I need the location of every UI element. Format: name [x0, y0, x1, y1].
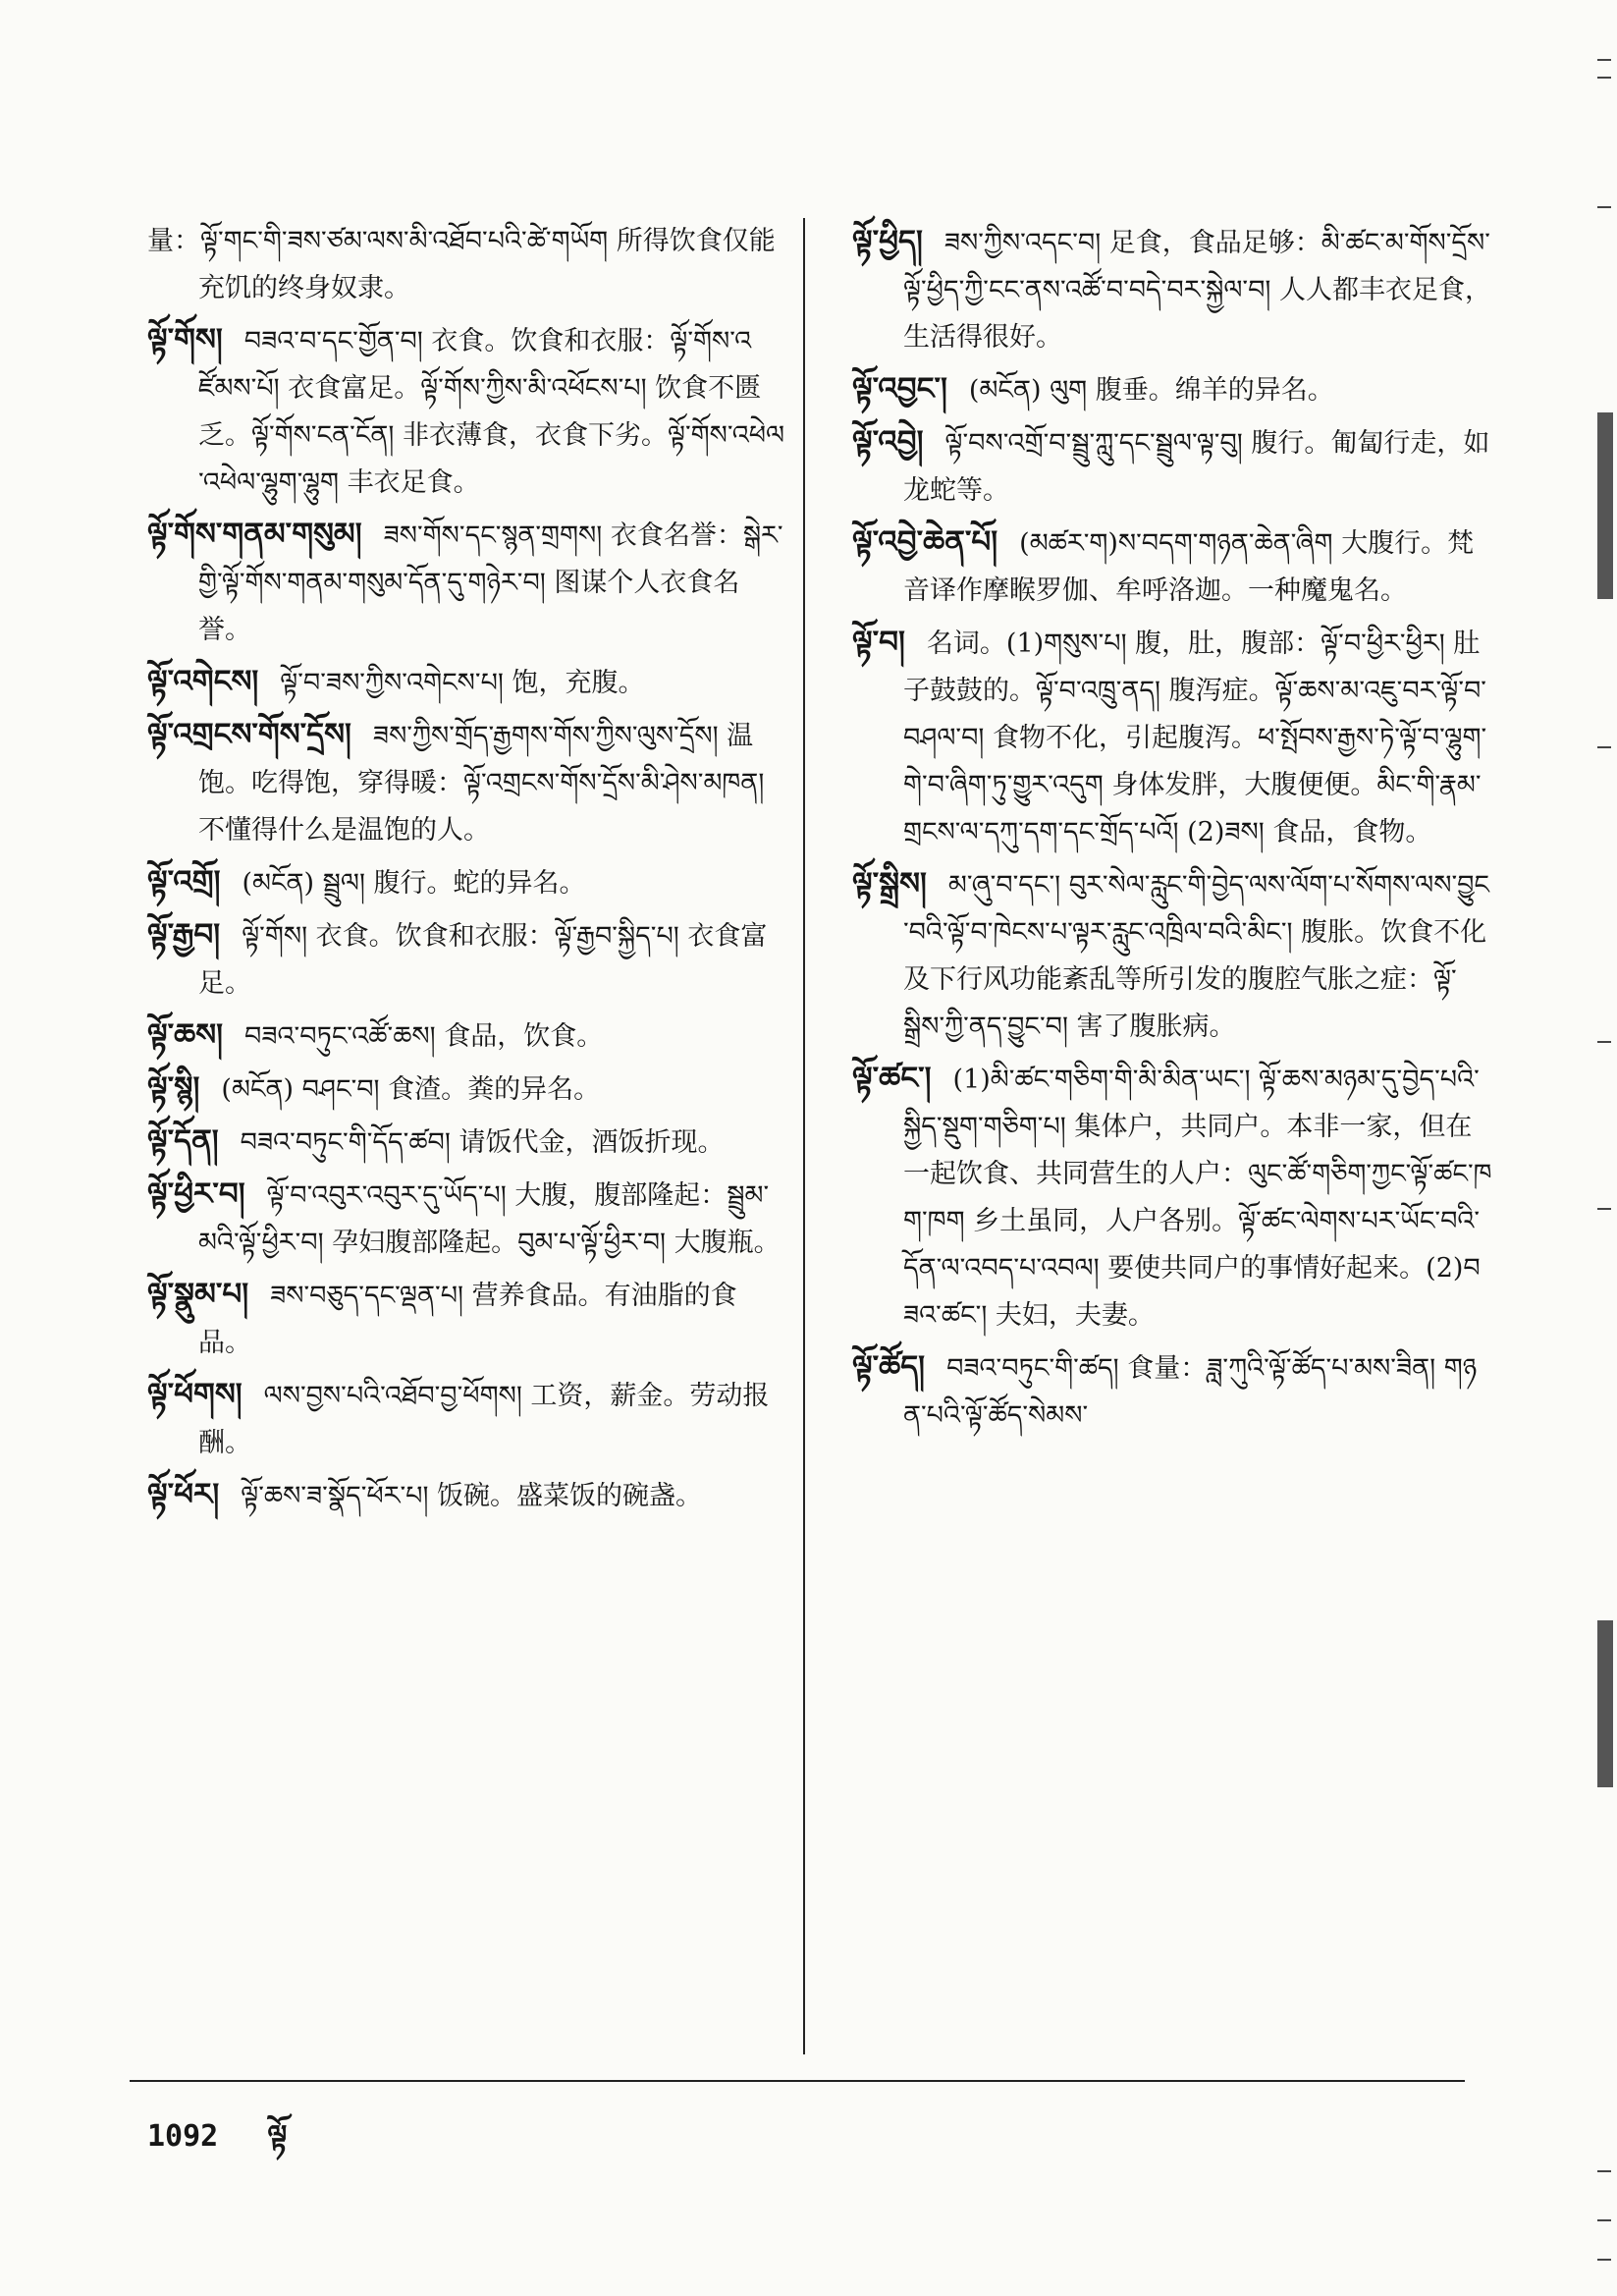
entry-headword: ལྟོ་འབྱང་། [852, 371, 947, 407]
entry-headword: ལྟོ་དོན། [147, 1123, 219, 1159]
scan-edge-marks [1591, 0, 1617, 2296]
entry-headword: ལྟོ་འགྲངས་གོས་དྲོས། [147, 717, 351, 752]
entry-headword: ལྟོ་ཕྱིད། [852, 224, 923, 259]
entry-headword: ལྟོ་སྣུམ་པ། [147, 1277, 249, 1312]
entry-definition: བཟའ་བཏུང་གི་ཚད། 食量：ཟླ་ཀུའི་ལྟོ་ཚོད་པ་མས་ཟིན། གཉན་པའི་ལྟོ་ཚོད་སེམས་ [903, 1353, 1478, 1431]
dictionary-entry [852, 860, 1492, 1051]
entry-definition: ལས་བྱས་པའི་འཐོབ་བྱ་ཕོགས། 工资，薪金。劳动报酬。 [198, 1381, 770, 1458]
entry-headword: ལྟོ་འབྱེ། [852, 424, 924, 460]
dictionary-entry [147, 858, 785, 907]
footer-rule [130, 2080, 1465, 2082]
entry-definition: ལྟོ་བ་ཟས་ཀྱིས་འགེངས་པ། 饱，充腹。 [280, 668, 645, 698]
dictionary-entry [147, 511, 785, 654]
entry-definition: ཟས་ཀྱིས་འདང་བ། 足食，食品足够：མི་ཚང་མ་གོས་དྲོས་ལྟོ་ཕྱིད་ཀྱི་ངང་ནས་འཚོ་བ་བདེ་བར་སྐྱེལ་བ། 人人都丰衣足食，生活得很好。 [903, 228, 1491, 353]
entry-definition: ཟས་བཅུད་དང་ལྡན་པ། 营养食品。有油脂的食品。 [198, 1281, 737, 1358]
dictionary-entry [852, 1055, 1492, 1339]
entry-headword: ལྟོ་ཆས། [147, 1017, 224, 1053]
entry-headword: ལྟོ་གོས། [147, 322, 223, 357]
dictionary-entry [852, 1343, 1492, 1440]
dictionary-entry [147, 911, 785, 1008]
entry-definition: མ་ཞུ་བ་དང་། བུར་སེལ་རླུང་གི་བྱེད་ལས་ལོག་པ་སོགས་ལས་བྱུང་བའི་ལྟོ་བ་ཁེངས་པ་ལྟར་རླུང་འཁྲིལ་བའི་མིང་། 腹胀。饮食不化及下行风功能紊乱等所引发的腹腔气胀之症：ལྟོ་སྒྲིས་ཀྱི་ནད་བྱུང་བ། 害了腹胀病。 [903, 870, 1490, 1042]
entry-headword: ལྟོ་ཕོར། [147, 1477, 220, 1512]
entry-definition: ཟས་ཀྱིས་གྲོད་རྒྱགས་གོས་ཀྱིས་ལུས་དྲོས། 温饱。吃得饱，穿得暖：ལྟོ་འགྲངས་གོས་དྲོས་མི་ཤེས་མཁན། 不懂得什么是温饱的人。 [198, 721, 765, 846]
page-number: 1092 [147, 2119, 219, 2154]
entry-headword: ལྟོ་ཚང་། [852, 1061, 932, 1096]
entry-definition: བཟའ་བཏུང་འཚོ་ཆས། 食品，饮食。 [244, 1021, 604, 1052]
dictionary-entry [147, 1171, 785, 1267]
entry-definition: བཟའ་བ་དང་གྱོན་བ། 衣食。饮食和衣服：ལྟོ་གོས་འཛོམས་པོ། 衣食富足。ལྟོ་གོས་ཀྱིས་མི་འཕོངས་པ། 饮食不匮乏。ལྟོ་གོས་ངན་ངོན། 非衣薄食，衣食下劣。ལྟོ་གོས་འཕེལ་འཕེལ་ལྷུག་ལྷུག 丰衣足食。 [198, 326, 785, 498]
entry-definition: ལྟོ་ཆས་ཟ་སྣོད་ཕོར་པ། 饭碗。盛菜饭的碗盏。 [241, 1481, 703, 1511]
entry-headword: ལྟོ་འགེངས། [147, 664, 259, 699]
entry-headword: ལྟོ་ཚོད། [852, 1349, 926, 1385]
entry-definition: (མངོན) བཤང་བ། 食渣。粪的异名。 [221, 1074, 601, 1105]
dictionary-entry [147, 658, 785, 707]
dictionary-entry [147, 1371, 785, 1467]
dictionary-entry [852, 218, 1492, 361]
entry-definition: (མངོན) སྦྲུལ། 腹行。蛇的异名。 [242, 868, 586, 899]
dictionary-entry [147, 711, 785, 854]
entry-definition: ལྟོ་བ་འབུར་འབུར་དུ་ཡོད་པ། 大腹，腹部隆起：སྦྲུམ་མའི་ལྟོ་ཕྱིར་བ། 孕妇腹部隆起。བུམ་པ་ལྟོ་ཕྱིར་བ། 大腹瓶。 [198, 1180, 781, 1258]
dictionary-entry [147, 1471, 785, 1520]
dictionary-entry [852, 365, 1492, 414]
entry-headword: ལྟོ་འབྱེ་ཆེན་པོ། [852, 524, 998, 560]
entry-definition: (1)མི་ཚང་གཅིག་གི་མི་མིན་ཡང་། ལྟོ་ཆས་མཉམ་དུ་བྱེད་པའི་སྐྱིད་སྡུག་གཅིག་པ། 集体户，共同户。本非一家，但在一起饮食、共同营生的人户：ལུང་ཚོ་གཅིག་ཀྱང་ལྟོ་ཚང་ཁག་ཁག 乡土虽同，人户各别。ལྟོ་ཚང་ལེགས་པར་ཡོང་བའི་དོན་ལ་འབད་པ་འབལ། 要使共同户的事情好起来。(2)བཟའ་ཚང་། 夫妇，夫妻。 [903, 1065, 1492, 1331]
entry-definition: (མངོན) ལུག 腹垂。绵羊的异名。 [968, 375, 1334, 406]
left-column [147, 218, 785, 1524]
page-footer [147, 2104, 287, 2186]
right-column [852, 218, 1492, 1444]
dictionary-entry [852, 418, 1492, 515]
entry-definition: ཟས་གོས་དང་སྙན་གྲགས། 衣食名誉：སྒེར་གྱི་ལྟོ་གོས་གནམ་གསུམ་དོན་དུ་གཉེར་བ། 图谋个人衣食名誉。 [198, 520, 783, 645]
entry-definition: (མཚར་ག)ས་བདག་གཉན་ཆེན་ཞིག 大腹行。梵音译作摩睺罗伽、牟呼洛迦。一种魔鬼名。 [903, 528, 1475, 606]
dictionary-entry [147, 1011, 785, 1061]
entry-definition: ལྟོ་གོས། 衣食。饮食和衣服：ལྟོ་རྒྱབ་སྐྱིད་པ། 衣食富足。 [198, 921, 768, 999]
column-divider [803, 218, 805, 2054]
entry-headword: ལྟོ་སྙི། [147, 1070, 200, 1106]
entry-headword: ལྟོ་འགྲོ། [147, 864, 221, 900]
dictionary-entry [147, 1065, 785, 1114]
dictionary-entry [147, 218, 785, 312]
entry-headword: ལྟོ་བ། [852, 625, 905, 660]
entry-continuation: 量：ལྟོ་གང་གི་ཟས་ཙམ་ལས་མི་འཐོབ་པའི་ཚེ་གཡོག 所得饮食仅能充饥的终身奴隶。 [147, 226, 776, 303]
entry-headword: ལྟོ་རྒྱབ། [147, 917, 221, 953]
dictionary-entry [852, 619, 1492, 856]
running-head: ལྟོ [267, 2119, 288, 2154]
entry-headword: ལྟོ་ཕོགས། [147, 1377, 243, 1412]
entry-definition: 名词。(1)གསུས་པ། 腹，肚，腹部：ལྟོ་བ་ཕྱིར་ཕྱིར། 肚子鼓鼓的。ལྟོ་བ་འཁྲུ་ནད། 腹泻症。ལྟོ་ཆས་མ་འཇུ་བར་ལྟོ་བ་བཤལ་བ། 食物不化，引起腹泻。ཕ་སྤོབས་རྒྱས་ཏེ་ལྟོ་བ་ལྷུག་གེ་བ་ཞིག་ཏུ་གྱུར་འདུག 身体发胖，大腹便便。མིང་གི་རྣམ་གྲངས་ལ་དཀུ་དག་དང་གྲོད་པའོ། (2)ཟས། 食品，食物。 [903, 629, 1487, 847]
dictionary-entry [852, 519, 1492, 615]
entry-headword: ལྟོ་གོས་གནམ་གསུམ། [147, 517, 362, 552]
entry-headword: ལྟོ་སྒྲིས། [852, 866, 927, 902]
entry-definition: བཟའ་བཏུང་གི་དོད་ཚབ། 请饭代金，酒饭折现。 [240, 1127, 725, 1158]
dictionary-entry [147, 1118, 785, 1167]
dictionary-entry [147, 1271, 785, 1367]
entry-definition: ལྟོ་བས་འགྲོ་བ་སྦྲུ་ཀླུ་དང་སྦྲུལ་ལྟ་བུ། 腹行。匍匐行走，如龙蛇等。 [903, 428, 1490, 506]
entry-headword: ལྟོ་ཕྱིར་བ། [147, 1176, 245, 1212]
dictionary-entry [147, 316, 785, 507]
